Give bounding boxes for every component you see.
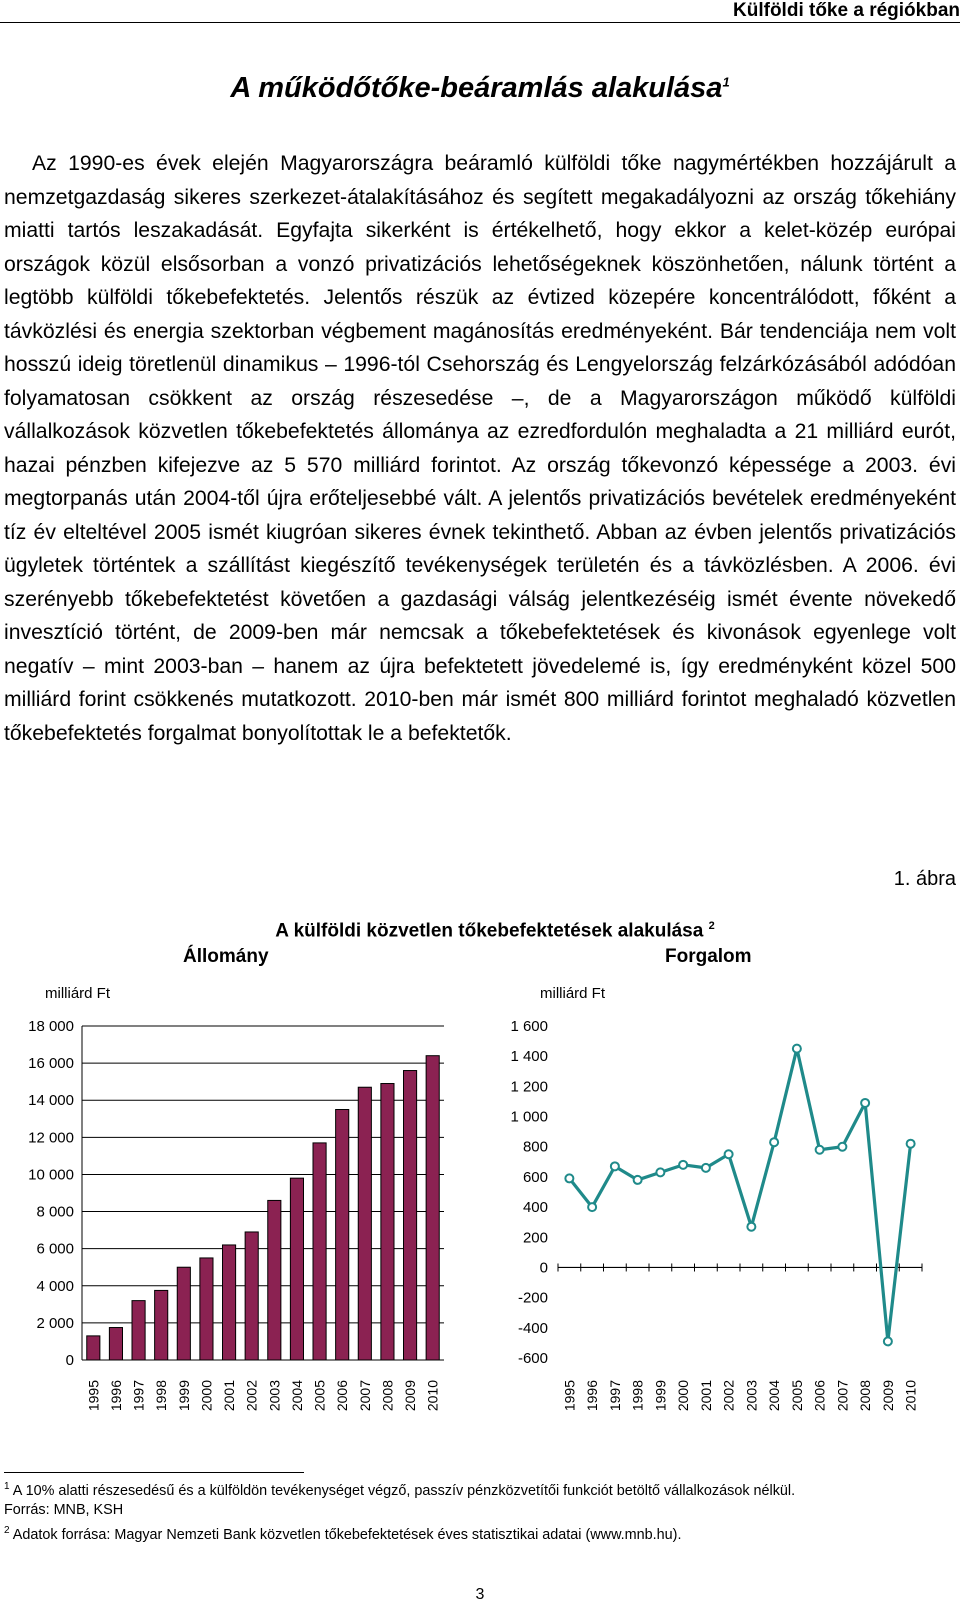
- stock-xtick-label: 2010: [424, 1380, 441, 1412]
- flow-ytick-label: 1 000: [510, 1108, 548, 1126]
- flow-ytick-label: 600: [522, 1168, 548, 1186]
- stock-xtick-label: 2009: [402, 1380, 419, 1412]
- stock-xtick-label: 2008: [379, 1380, 396, 1412]
- stock-xtick-label: 2002: [243, 1380, 260, 1412]
- flow-point: [679, 1161, 687, 1169]
- flow-xtick-label: 2008: [857, 1380, 874, 1412]
- stock-xtick-label: 2000: [198, 1380, 215, 1412]
- footnote-1-source: Forrás: MNB, KSH: [4, 1502, 124, 1518]
- flow-point: [702, 1164, 710, 1172]
- stock-xtick-label: 1995: [85, 1380, 102, 1412]
- flow-ytick-label: 200: [522, 1229, 548, 1247]
- stock-xtick-label: 1998: [153, 1380, 170, 1412]
- footnote-2-text: Adatok forrása: Magyar Nemzeti Bank közvetlen tőkebefektetések éves statisztikai adatai (www.mnb.hu).: [12, 1526, 682, 1543]
- stock-ytick-label: 0: [65, 1352, 74, 1369]
- stock-bar: [245, 1232, 258, 1360]
- section-title: Külföldi tőke a régiókban: [733, 0, 960, 21]
- flow-ytick-label: 400: [522, 1199, 548, 1217]
- flow-point: [884, 1337, 892, 1345]
- flow-point: [770, 1138, 778, 1146]
- stock-bar: [109, 1328, 122, 1360]
- flow-xtick-label: 2000: [675, 1380, 692, 1412]
- stock-xtick-label: 2006: [334, 1380, 351, 1412]
- flow-ytick-label: -400: [517, 1319, 548, 1337]
- stock-bar: [381, 1084, 394, 1360]
- flow-xtick-label: 1996: [584, 1380, 601, 1412]
- flow-unit-label: milliárd Ft: [540, 985, 606, 1002]
- stock-xtick-label: 1996: [107, 1380, 124, 1412]
- stock-ytick-label: 4 000: [36, 1277, 74, 1295]
- stock-xtick-label: 2001: [221, 1380, 238, 1412]
- flow-point: [725, 1150, 733, 1158]
- flow-xtick-label: 2006: [811, 1380, 828, 1412]
- flow-point: [634, 1176, 642, 1184]
- stock-bar: [426, 1056, 439, 1360]
- flow-xtick-label: 2005: [788, 1380, 805, 1412]
- flow-xtick-label: 2010: [902, 1380, 919, 1412]
- stock-bar: [87, 1336, 100, 1360]
- footnote-2-mark: 2: [4, 1525, 10, 1536]
- stock-ytick-label: 14 000: [28, 1092, 74, 1110]
- flow-point: [747, 1223, 755, 1231]
- flow-point: [793, 1045, 801, 1053]
- body-paragraph: Az 1990-es évek elején Magyarországra beáramló külföldi tőke nagymértékben hozzájárult a nemzetgazdaság sikeres szerkezet-átalakításához és segített megakadályozni az ország tőkehiány miatti tartós leszakadását. Egyfajta sikerként is értékelhető, hogy ekkor a kelet-közép európai országok közül elsősorban a vonzó privatizációs lehetőségeknek köszönhetően, nálunk történt a legtöbb külföldi tőkebefektetés. Jelentős részük az évtized közepére koncentrálódott, főként a távközlési és energia szektorban végbement magánosítás eredményeként. Bár tendenciája nem volt hosszú ideig töretlenül dinamikus – 1996-tól Csehország és Lengyelország felzárkózásából adódóan folyamatosan csökkent az ország részesedése –, de a Magyarországon működő külföldi vállalkozások közvetlen tőkebefektetés állománya az ezredfordulón meghaladta a 21 milliárd eurót, hazai pénzben kifejezve az 5 570 milliárd forintot. Az ország tőkevonzó képessége a 2003. évi megtorpanás után 2004-től újra erőteljesebbé vált. A jelentős privatizációs bevételek eredményeként tíz év elteltével 2005 ismét kiugróan sikeres évnek tekinthető. Abban az évben jelentős privatizációs ügyletek történtek a szállítást kiegészítő tevékenységek területén és a távközlésben. A 2006. évi szerényebb tőkebefektetést követően a gazdasági válság jelentkezéséig ismét évente növekedő invesztíció történt, de 2009-ben már nemcsak a tőkebefektetések és kivonások egyenlege volt negatív – mint 2003-ban – hanem az újra befektetett jövedelemé is, így eredményként közel 500 milliárd forint csökkenés mutatkozott. 2010-ben már ismét 800 milliárd forintot meghaladó közvetlen tőkebefektetés forgalmat bonyolítottak le a befektetők.: [4, 152, 956, 745]
- flow-ytick-label: 1 200: [510, 1078, 548, 1096]
- stock-xtick-label: 1997: [130, 1380, 147, 1412]
- stock-bar: [358, 1087, 371, 1360]
- flow-ytick-label: 1 600: [510, 1018, 548, 1035]
- flow-point: [588, 1203, 596, 1211]
- stock-xtick-label: 2003: [266, 1380, 283, 1412]
- figure-number: 1. ábra: [893, 868, 956, 890]
- stock-ytick-label: 12 000: [28, 1129, 74, 1147]
- flow-point: [861, 1099, 869, 1107]
- flow-ytick-label: -600: [517, 1350, 548, 1367]
- stock-bar: [313, 1143, 326, 1360]
- flow-chart-heading: Forgalom: [665, 946, 752, 967]
- flow-point: [907, 1140, 915, 1148]
- flow-point: [838, 1143, 846, 1151]
- stock-bar: [155, 1290, 168, 1360]
- flow-ytick-label: 800: [522, 1138, 548, 1156]
- stock-xtick-label: 2004: [288, 1380, 305, 1412]
- stock-bar: [290, 1178, 303, 1360]
- flow-xtick-label: 1997: [606, 1380, 623, 1412]
- flow-xtick-label: 2004: [766, 1380, 783, 1412]
- stock-xtick-label: 1999: [175, 1380, 192, 1412]
- figure-title-text: A külföldi közvetlen tőkebefektetések alakulása: [275, 920, 704, 942]
- flow-series-line: [569, 1049, 910, 1342]
- flow-xtick-label: 1999: [652, 1380, 669, 1412]
- figure-title-footnote-ref: 2: [708, 920, 715, 932]
- stock-ytick-label: 10 000: [28, 1166, 74, 1184]
- stock-ytick-label: 16 000: [28, 1055, 74, 1073]
- flow-ytick-label: -200: [517, 1289, 548, 1307]
- stock-xtick-label: 2007: [356, 1380, 373, 1412]
- stock-bar: [200, 1258, 213, 1360]
- stock-ytick-label: 18 000: [28, 1018, 74, 1035]
- flow-point: [565, 1174, 573, 1182]
- flow-xtick-label: 2007: [834, 1380, 851, 1412]
- footnote-1-mark: 1: [4, 1481, 10, 1492]
- stock-bar: [336, 1110, 349, 1361]
- footnote-1-text: A 10% alatti részesedésű és a külföldön tevékenységet végző, passzív pénzközvetítői funkciót betöltő vállalkozások nélkül.: [12, 1482, 796, 1499]
- stock-bar: [177, 1267, 190, 1360]
- stock-bar: [132, 1301, 145, 1360]
- flow-xtick-label: 2003: [743, 1380, 760, 1412]
- stock-xtick-label: 2005: [311, 1380, 328, 1412]
- stock-chart-heading: Állomány: [183, 946, 269, 967]
- stock-ytick-label: 2 000: [36, 1314, 74, 1332]
- flow-xtick-label: 2001: [697, 1380, 714, 1412]
- page-number: 3: [475, 1586, 485, 1603]
- flow-ytick-label: 0: [539, 1259, 548, 1277]
- title-footnote-ref: 1: [722, 74, 730, 90]
- flow-xtick-label: 2002: [720, 1380, 737, 1412]
- stock-ytick-label: 8 000: [36, 1203, 74, 1221]
- flow-xtick-label: 1998: [629, 1380, 646, 1412]
- flow-xtick-label: 1995: [561, 1380, 578, 1412]
- flow-point: [816, 1146, 824, 1154]
- flow-point: [611, 1162, 619, 1170]
- flow-ytick-label: 1 400: [510, 1048, 548, 1066]
- page-title-text: A működőtőke-beáramlás alakulása: [230, 72, 723, 104]
- stock-bar: [223, 1245, 236, 1360]
- stock-ytick-label: 6 000: [36, 1240, 74, 1258]
- stock-unit-label: milliárd Ft: [45, 985, 111, 1002]
- footnote-rule: [4, 1472, 304, 1473]
- flow-xtick-label: 2009: [879, 1380, 896, 1412]
- footnote-2: [4, 1522, 681, 1544]
- footnote-1: [4, 1478, 795, 1500]
- stock-bar: [404, 1071, 417, 1360]
- stock-bar: [268, 1200, 281, 1360]
- flow-point: [656, 1168, 664, 1176]
